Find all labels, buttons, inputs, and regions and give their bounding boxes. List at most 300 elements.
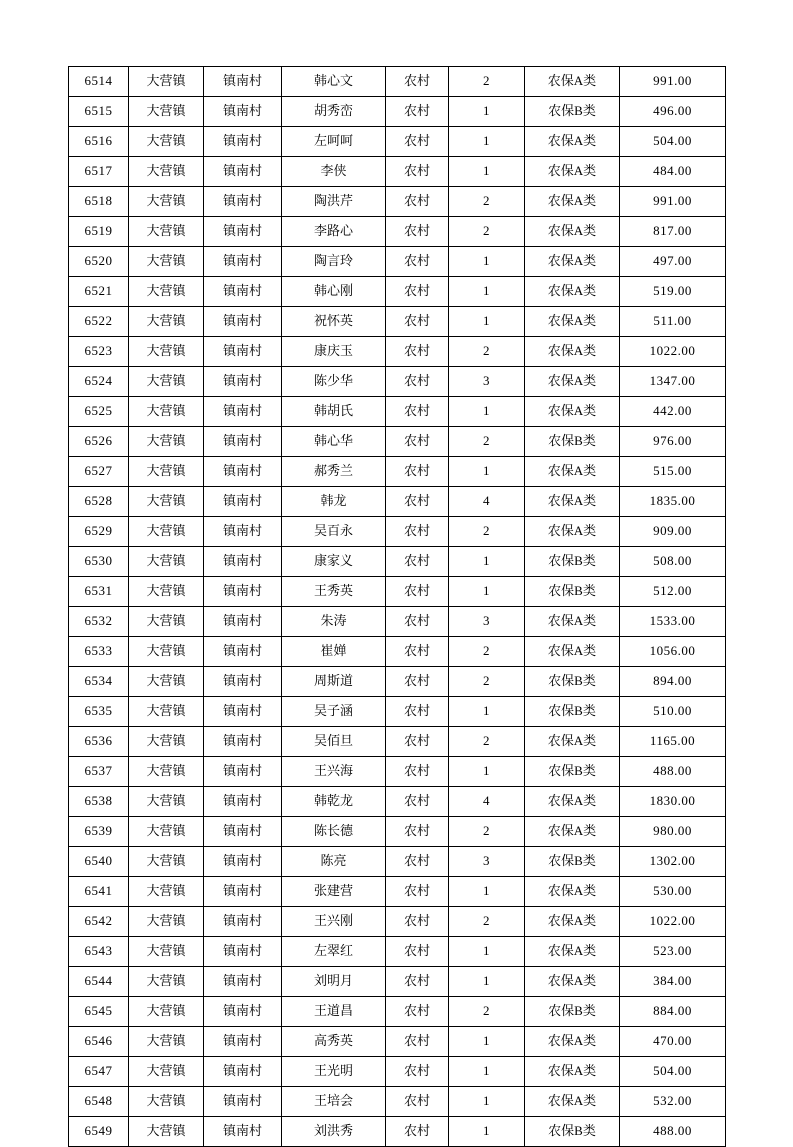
table-row <box>69 1087 726 1117</box>
cell-id: 6525 <box>69 397 129 427</box>
cell-id: 6515 <box>69 97 129 127</box>
cell-count: 1 <box>449 247 525 277</box>
cell-name: 韩乾龙 <box>282 787 386 817</box>
cell-name: 李侠 <box>282 157 386 187</box>
cell-amount: 1830.00 <box>620 787 726 817</box>
cell-amount: 523.00 <box>620 937 726 967</box>
cell-amount: 1302.00 <box>620 847 726 877</box>
cell-amount: 519.00 <box>620 277 726 307</box>
cell-household-type: 农村 <box>386 1057 449 1087</box>
cell-town: 大营镇 <box>129 787 204 817</box>
table-row <box>69 337 726 367</box>
cell-id: 6538 <box>69 787 129 817</box>
table-row <box>69 157 726 187</box>
cell-category: 农保B类 <box>525 757 620 787</box>
cell-name: 王光明 <box>282 1057 386 1087</box>
cell-id: 6542 <box>69 907 129 937</box>
table-row <box>69 307 726 337</box>
cell-category: 农保A类 <box>525 1027 620 1057</box>
table-row <box>69 1057 726 1087</box>
cell-count: 2 <box>449 667 525 697</box>
cell-name: 刘洪秀 <box>282 1117 386 1147</box>
cell-count: 1 <box>449 157 525 187</box>
cell-id: 6545 <box>69 997 129 1027</box>
cell-category: 农保B类 <box>525 97 620 127</box>
cell-amount: 504.00 <box>620 1057 726 1087</box>
cell-id: 6530 <box>69 547 129 577</box>
cell-amount: 1347.00 <box>620 367 726 397</box>
cell-town: 大营镇 <box>129 997 204 1027</box>
cell-id: 6519 <box>69 217 129 247</box>
cell-village: 镇南村 <box>204 1027 282 1057</box>
cell-village: 镇南村 <box>204 757 282 787</box>
cell-name: 韩胡氏 <box>282 397 386 427</box>
cell-village: 镇南村 <box>204 487 282 517</box>
cell-amount: 980.00 <box>620 817 726 847</box>
cell-amount: 511.00 <box>620 307 726 337</box>
cell-household-type: 农村 <box>386 67 449 97</box>
cell-household-type: 农村 <box>386 427 449 457</box>
cell-household-type: 农村 <box>386 547 449 577</box>
cell-id: 6524 <box>69 367 129 397</box>
cell-town: 大营镇 <box>129 367 204 397</box>
cell-id: 6514 <box>69 67 129 97</box>
table-row <box>69 397 726 427</box>
cell-name: 陈长德 <box>282 817 386 847</box>
cell-village: 镇南村 <box>204 1117 282 1147</box>
cell-town: 大营镇 <box>129 1087 204 1117</box>
cell-town: 大营镇 <box>129 817 204 847</box>
cell-name: 王培会 <box>282 1087 386 1117</box>
cell-category: 农保A类 <box>525 907 620 937</box>
cell-id: 6540 <box>69 847 129 877</box>
cell-id: 6546 <box>69 1027 129 1057</box>
cell-amount: 817.00 <box>620 217 726 247</box>
table-row <box>69 277 726 307</box>
cell-village: 镇南村 <box>204 217 282 247</box>
cell-count: 2 <box>449 427 525 457</box>
cell-count: 1 <box>449 1117 525 1147</box>
cell-id: 6522 <box>69 307 129 337</box>
cell-amount: 532.00 <box>620 1087 726 1117</box>
table-body <box>69 67 726 1147</box>
cell-household-type: 农村 <box>386 1027 449 1057</box>
cell-village: 镇南村 <box>204 67 282 97</box>
cell-name: 陶言玲 <box>282 247 386 277</box>
table-row <box>69 67 726 97</box>
cell-category: 农保A类 <box>525 487 620 517</box>
cell-amount: 510.00 <box>620 697 726 727</box>
cell-category: 农保A类 <box>525 517 620 547</box>
cell-village: 镇南村 <box>204 187 282 217</box>
cell-category: 农保A类 <box>525 367 620 397</box>
cell-count: 2 <box>449 187 525 217</box>
cell-town: 大营镇 <box>129 157 204 187</box>
cell-town: 大营镇 <box>129 187 204 217</box>
cell-id: 6543 <box>69 937 129 967</box>
cell-category: 农保A类 <box>525 967 620 997</box>
cell-amount: 1056.00 <box>620 637 726 667</box>
table-row <box>69 427 726 457</box>
cell-category: 农保A类 <box>525 397 620 427</box>
cell-household-type: 农村 <box>386 937 449 967</box>
cell-amount: 512.00 <box>620 577 726 607</box>
cell-name: 胡秀峦 <box>282 97 386 127</box>
cell-household-type: 农村 <box>386 97 449 127</box>
cell-village: 镇南村 <box>204 1057 282 1087</box>
cell-town: 大营镇 <box>129 577 204 607</box>
cell-household-type: 农村 <box>386 637 449 667</box>
table-row <box>69 607 726 637</box>
cell-count: 1 <box>449 1057 525 1087</box>
cell-town: 大营镇 <box>129 937 204 967</box>
cell-village: 镇南村 <box>204 397 282 427</box>
cell-count: 1 <box>449 967 525 997</box>
cell-count: 2 <box>449 337 525 367</box>
beneficiary-table <box>68 66 726 1147</box>
cell-town: 大营镇 <box>129 967 204 997</box>
cell-amount: 991.00 <box>620 67 726 97</box>
table-row <box>69 187 726 217</box>
cell-village: 镇南村 <box>204 697 282 727</box>
cell-id: 6534 <box>69 667 129 697</box>
cell-id: 6544 <box>69 967 129 997</box>
table-row <box>69 667 726 697</box>
cell-town: 大营镇 <box>129 1117 204 1147</box>
table-row <box>69 757 726 787</box>
cell-category: 农保B类 <box>525 847 620 877</box>
cell-household-type: 农村 <box>386 277 449 307</box>
cell-amount: 1835.00 <box>620 487 726 517</box>
cell-name: 王兴刚 <box>282 907 386 937</box>
cell-name: 张建营 <box>282 877 386 907</box>
cell-count: 1 <box>449 877 525 907</box>
cell-village: 镇南村 <box>204 517 282 547</box>
cell-town: 大营镇 <box>129 1057 204 1087</box>
cell-town: 大营镇 <box>129 697 204 727</box>
cell-count: 2 <box>449 217 525 247</box>
cell-id: 6539 <box>69 817 129 847</box>
cell-household-type: 农村 <box>386 367 449 397</box>
cell-count: 1 <box>449 1027 525 1057</box>
cell-category: 农保A类 <box>525 457 620 487</box>
cell-count: 1 <box>449 937 525 967</box>
cell-count: 4 <box>449 787 525 817</box>
cell-category: 农保A类 <box>525 307 620 337</box>
cell-town: 大营镇 <box>129 517 204 547</box>
cell-count: 2 <box>449 727 525 757</box>
cell-village: 镇南村 <box>204 277 282 307</box>
cell-category: 农保A类 <box>525 727 620 757</box>
cell-id: 6528 <box>69 487 129 517</box>
cell-id: 6541 <box>69 877 129 907</box>
table-row <box>69 1117 726 1147</box>
cell-count: 1 <box>449 397 525 427</box>
cell-household-type: 农村 <box>386 697 449 727</box>
cell-category: 农保A类 <box>525 277 620 307</box>
cell-name: 王道昌 <box>282 997 386 1027</box>
cell-category: 农保A类 <box>525 937 620 967</box>
cell-name: 韩龙 <box>282 487 386 517</box>
cell-name: 左翠红 <box>282 937 386 967</box>
cell-town: 大营镇 <box>129 847 204 877</box>
cell-village: 镇南村 <box>204 127 282 157</box>
cell-town: 大营镇 <box>129 757 204 787</box>
cell-count: 2 <box>449 907 525 937</box>
cell-town: 大营镇 <box>129 457 204 487</box>
cell-town: 大营镇 <box>129 97 204 127</box>
cell-amount: 894.00 <box>620 667 726 697</box>
cell-category: 农保A类 <box>525 157 620 187</box>
cell-count: 2 <box>449 67 525 97</box>
cell-name: 吴子涵 <box>282 697 386 727</box>
cell-amount: 1165.00 <box>620 727 726 757</box>
cell-town: 大营镇 <box>129 427 204 457</box>
cell-village: 镇南村 <box>204 577 282 607</box>
cell-amount: 515.00 <box>620 457 726 487</box>
cell-category: 农保B类 <box>525 667 620 697</box>
cell-amount: 497.00 <box>620 247 726 277</box>
cell-village: 镇南村 <box>204 937 282 967</box>
cell-id: 6527 <box>69 457 129 487</box>
cell-name: 韩心华 <box>282 427 386 457</box>
cell-amount: 442.00 <box>620 397 726 427</box>
cell-amount: 1022.00 <box>620 337 726 367</box>
table-row <box>69 457 726 487</box>
cell-household-type: 农村 <box>386 907 449 937</box>
cell-village: 镇南村 <box>204 967 282 997</box>
cell-count: 3 <box>449 607 525 637</box>
cell-id: 6523 <box>69 337 129 367</box>
cell-count: 1 <box>449 547 525 577</box>
cell-village: 镇南村 <box>204 547 282 577</box>
cell-village: 镇南村 <box>204 847 282 877</box>
cell-name: 朱涛 <box>282 607 386 637</box>
cell-village: 镇南村 <box>204 877 282 907</box>
cell-category: 农保A类 <box>525 247 620 277</box>
cell-amount: 470.00 <box>620 1027 726 1057</box>
cell-amount: 384.00 <box>620 967 726 997</box>
cell-amount: 530.00 <box>620 877 726 907</box>
cell-household-type: 农村 <box>386 757 449 787</box>
cell-household-type: 农村 <box>386 787 449 817</box>
cell-amount: 884.00 <box>620 997 726 1027</box>
cell-household-type: 农村 <box>386 337 449 367</box>
cell-village: 镇南村 <box>204 427 282 457</box>
cell-household-type: 农村 <box>386 247 449 277</box>
cell-count: 1 <box>449 457 525 487</box>
cell-town: 大营镇 <box>129 217 204 247</box>
cell-town: 大营镇 <box>129 1027 204 1057</box>
cell-name: 周斯道 <box>282 667 386 697</box>
table-row <box>69 727 726 757</box>
cell-name: 康庆玉 <box>282 337 386 367</box>
cell-town: 大营镇 <box>129 487 204 517</box>
cell-id: 6549 <box>69 1117 129 1147</box>
cell-id: 6516 <box>69 127 129 157</box>
cell-name: 韩心文 <box>282 67 386 97</box>
cell-town: 大营镇 <box>129 877 204 907</box>
cell-household-type: 农村 <box>386 607 449 637</box>
cell-category: 农保A类 <box>525 67 620 97</box>
table-row <box>69 247 726 277</box>
cell-id: 6531 <box>69 577 129 607</box>
cell-household-type: 农村 <box>386 577 449 607</box>
cell-town: 大营镇 <box>129 67 204 97</box>
cell-town: 大营镇 <box>129 397 204 427</box>
cell-household-type: 农村 <box>386 127 449 157</box>
cell-count: 1 <box>449 757 525 787</box>
table-row <box>69 817 726 847</box>
cell-household-type: 农村 <box>386 967 449 997</box>
cell-name: 陈少华 <box>282 367 386 397</box>
cell-town: 大营镇 <box>129 607 204 637</box>
cell-amount: 496.00 <box>620 97 726 127</box>
cell-name: 祝怀英 <box>282 307 386 337</box>
cell-amount: 508.00 <box>620 547 726 577</box>
cell-id: 6521 <box>69 277 129 307</box>
cell-village: 镇南村 <box>204 247 282 277</box>
cell-village: 镇南村 <box>204 637 282 667</box>
cell-category: 农保A类 <box>525 607 620 637</box>
table-row <box>69 1027 726 1057</box>
table-row <box>69 487 726 517</box>
table-row <box>69 997 726 1027</box>
cell-category: 农保A类 <box>525 637 620 667</box>
cell-household-type: 农村 <box>386 667 449 697</box>
cell-amount: 1533.00 <box>620 607 726 637</box>
cell-count: 1 <box>449 307 525 337</box>
table-row <box>69 637 726 667</box>
cell-amount: 488.00 <box>620 1117 726 1147</box>
cell-household-type: 农村 <box>386 187 449 217</box>
cell-category: 农保A类 <box>525 787 620 817</box>
cell-name: 王兴海 <box>282 757 386 787</box>
cell-name: 韩心刚 <box>282 277 386 307</box>
cell-household-type: 农村 <box>386 1087 449 1117</box>
cell-count: 1 <box>449 97 525 127</box>
cell-id: 6537 <box>69 757 129 787</box>
table-row <box>69 967 726 997</box>
cell-amount: 909.00 <box>620 517 726 547</box>
table-row <box>69 787 726 817</box>
cell-village: 镇南村 <box>204 157 282 187</box>
cell-id: 6547 <box>69 1057 129 1087</box>
cell-village: 镇南村 <box>204 367 282 397</box>
cell-household-type: 农村 <box>386 397 449 427</box>
cell-category: 农保B类 <box>525 577 620 607</box>
table-row <box>69 877 726 907</box>
cell-household-type: 农村 <box>386 217 449 247</box>
cell-amount: 1022.00 <box>620 907 726 937</box>
cell-category: 农保A类 <box>525 337 620 367</box>
cell-town: 大营镇 <box>129 127 204 157</box>
cell-village: 镇南村 <box>204 307 282 337</box>
cell-amount: 488.00 <box>620 757 726 787</box>
cell-village: 镇南村 <box>204 607 282 637</box>
cell-category: 农保A类 <box>525 217 620 247</box>
cell-count: 2 <box>449 997 525 1027</box>
cell-count: 3 <box>449 847 525 877</box>
cell-count: 2 <box>449 817 525 847</box>
cell-category: 农保A类 <box>525 1087 620 1117</box>
cell-count: 1 <box>449 127 525 157</box>
cell-household-type: 农村 <box>386 487 449 517</box>
cell-category: 农保A类 <box>525 187 620 217</box>
cell-category: 农保B类 <box>525 997 620 1027</box>
cell-village: 镇南村 <box>204 667 282 697</box>
cell-amount: 991.00 <box>620 187 726 217</box>
cell-count: 1 <box>449 1087 525 1117</box>
cell-name: 李路心 <box>282 217 386 247</box>
table-row <box>69 577 726 607</box>
cell-village: 镇南村 <box>204 787 282 817</box>
cell-id: 6529 <box>69 517 129 547</box>
cell-household-type: 农村 <box>386 1117 449 1147</box>
cell-count: 1 <box>449 277 525 307</box>
cell-village: 镇南村 <box>204 337 282 367</box>
cell-household-type: 农村 <box>386 157 449 187</box>
cell-amount: 976.00 <box>620 427 726 457</box>
table-row <box>69 517 726 547</box>
cell-id: 6518 <box>69 187 129 217</box>
cell-amount: 504.00 <box>620 127 726 157</box>
cell-name: 左呵呵 <box>282 127 386 157</box>
cell-household-type: 农村 <box>386 727 449 757</box>
cell-count: 2 <box>449 637 525 667</box>
cell-id: 6526 <box>69 427 129 457</box>
cell-category: 农保B类 <box>525 697 620 727</box>
table-row <box>69 697 726 727</box>
cell-household-type: 农村 <box>386 457 449 487</box>
cell-village: 镇南村 <box>204 817 282 847</box>
table-row <box>69 937 726 967</box>
cell-town: 大营镇 <box>129 727 204 757</box>
table-row <box>69 97 726 127</box>
cell-household-type: 农村 <box>386 307 449 337</box>
cell-name: 康家义 <box>282 547 386 577</box>
cell-town: 大营镇 <box>129 247 204 277</box>
cell-id: 6533 <box>69 637 129 667</box>
cell-household-type: 农村 <box>386 877 449 907</box>
cell-amount: 484.00 <box>620 157 726 187</box>
table-row <box>69 907 726 937</box>
cell-name: 吴佰旦 <box>282 727 386 757</box>
cell-household-type: 农村 <box>386 847 449 877</box>
cell-name: 陈亮 <box>282 847 386 877</box>
cell-id: 6532 <box>69 607 129 637</box>
cell-category: 农保A类 <box>525 1057 620 1087</box>
cell-name: 刘明月 <box>282 967 386 997</box>
cell-count: 3 <box>449 367 525 397</box>
cell-village: 镇南村 <box>204 457 282 487</box>
cell-town: 大营镇 <box>129 337 204 367</box>
cell-household-type: 农村 <box>386 517 449 547</box>
cell-village: 镇南村 <box>204 1087 282 1117</box>
cell-village: 镇南村 <box>204 997 282 1027</box>
cell-town: 大营镇 <box>129 637 204 667</box>
cell-village: 镇南村 <box>204 727 282 757</box>
cell-household-type: 农村 <box>386 997 449 1027</box>
cell-id: 6520 <box>69 247 129 277</box>
cell-town: 大营镇 <box>129 667 204 697</box>
cell-name: 王秀英 <box>282 577 386 607</box>
table-row <box>69 547 726 577</box>
cell-id: 6517 <box>69 157 129 187</box>
cell-id: 6535 <box>69 697 129 727</box>
cell-name: 陶洪芹 <box>282 187 386 217</box>
cell-village: 镇南村 <box>204 97 282 127</box>
